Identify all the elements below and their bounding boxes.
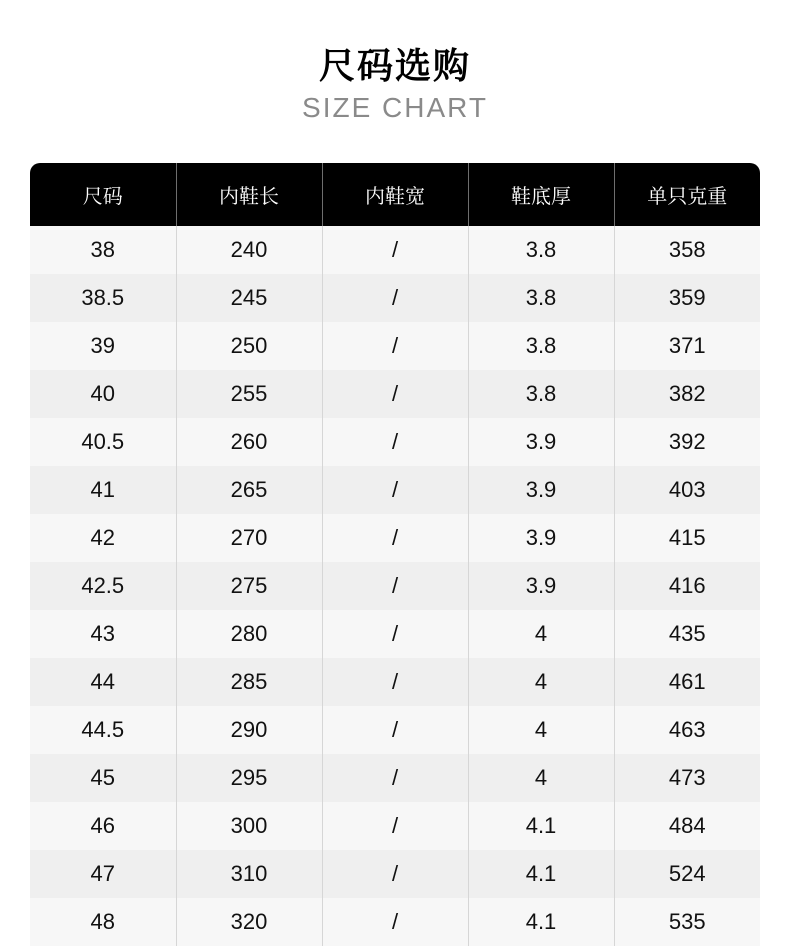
cell-inner-length: 240 [176, 226, 322, 274]
cell-size: 41 [30, 466, 176, 514]
cell-inner-length: 295 [176, 754, 322, 802]
cell-single-weight: 382 [614, 370, 760, 418]
cell-size: 40.5 [30, 418, 176, 466]
table-row [30, 274, 760, 322]
cell-inner-width: / [322, 514, 468, 562]
cell-sole-thickness: 4.1 [468, 802, 614, 850]
cell-sole-thickness: 3.9 [468, 418, 614, 466]
table-row [30, 370, 760, 418]
table-row [30, 514, 760, 562]
cell-size: 42 [30, 514, 176, 562]
cell-single-weight: 371 [614, 322, 760, 370]
cell-single-weight: 524 [614, 850, 760, 898]
cell-sole-thickness: 3.8 [468, 226, 614, 274]
table-body [30, 226, 760, 946]
cell-sole-thickness: 4.1 [468, 850, 614, 898]
size-chart-table [30, 163, 760, 946]
cell-inner-width: / [322, 802, 468, 850]
column-header-sole-thickness: 鞋底厚 [468, 163, 614, 226]
cell-inner-length: 290 [176, 706, 322, 754]
cell-inner-width: / [322, 610, 468, 658]
cell-inner-width: / [322, 322, 468, 370]
cell-inner-width: / [322, 898, 468, 946]
cell-sole-thickness: 4 [468, 610, 614, 658]
cell-inner-width: / [322, 466, 468, 514]
table-row [30, 226, 760, 274]
page-title: 尺码选购 [318, 46, 471, 87]
cell-single-weight: 435 [614, 610, 760, 658]
cell-inner-length: 310 [176, 850, 322, 898]
cell-inner-length: 300 [176, 802, 322, 850]
cell-inner-width: / [322, 562, 468, 610]
cell-inner-length: 260 [176, 418, 322, 466]
cell-inner-length: 270 [176, 514, 322, 562]
cell-inner-length: 250 [176, 322, 322, 370]
cell-inner-length: 265 [176, 466, 322, 514]
cell-sole-thickness: 3.9 [468, 466, 614, 514]
table-row [30, 418, 760, 466]
table-row [30, 610, 760, 658]
cell-sole-thickness: 4 [468, 754, 614, 802]
table-row [30, 850, 760, 898]
cell-inner-width: / [322, 706, 468, 754]
cell-size: 47 [30, 850, 176, 898]
table-header-row [30, 163, 760, 226]
cell-size: 44.5 [30, 706, 176, 754]
page-subtitle: SIZE CHART [302, 92, 488, 123]
cell-size: 46 [30, 802, 176, 850]
cell-single-weight: 415 [614, 514, 760, 562]
table-row [30, 562, 760, 610]
column-header-inner-width: 内鞋宽 [322, 163, 468, 226]
cell-single-weight: 358 [614, 226, 760, 274]
table-row [30, 706, 760, 754]
table-row [30, 898, 760, 946]
cell-single-weight: 535 [614, 898, 760, 946]
cell-single-weight: 416 [614, 562, 760, 610]
cell-single-weight: 403 [614, 466, 760, 514]
cell-inner-length: 285 [176, 658, 322, 706]
cell-single-weight: 463 [614, 706, 760, 754]
table-row [30, 754, 760, 802]
cell-inner-length: 245 [176, 274, 322, 322]
cell-inner-length: 275 [176, 562, 322, 610]
cell-single-weight: 392 [614, 418, 760, 466]
cell-sole-thickness: 3.8 [468, 370, 614, 418]
cell-size: 45 [30, 754, 176, 802]
column-header-inner-length: 内鞋长 [176, 163, 322, 226]
column-header-single-weight: 单只克重 [614, 163, 760, 226]
cell-size: 38.5 [30, 274, 176, 322]
cell-inner-width: / [322, 370, 468, 418]
column-header-size: 尺码 [30, 163, 176, 226]
cell-single-weight: 484 [614, 802, 760, 850]
cell-sole-thickness: 3.8 [468, 274, 614, 322]
cell-single-weight: 359 [614, 274, 760, 322]
cell-inner-width: / [322, 754, 468, 802]
cell-single-weight: 473 [614, 754, 760, 802]
cell-inner-length: 320 [176, 898, 322, 946]
table-row [30, 658, 760, 706]
cell-size: 42.5 [30, 562, 176, 610]
cell-size: 44 [30, 658, 176, 706]
cell-size: 40 [30, 370, 176, 418]
cell-inner-width: / [322, 418, 468, 466]
cell-inner-width: / [322, 658, 468, 706]
cell-sole-thickness: 4 [468, 706, 614, 754]
cell-sole-thickness: 3.9 [468, 514, 614, 562]
cell-size: 39 [30, 322, 176, 370]
table-row [30, 466, 760, 514]
cell-inner-length: 255 [176, 370, 322, 418]
table-row [30, 322, 760, 370]
cell-inner-length: 280 [176, 610, 322, 658]
cell-size: 43 [30, 610, 176, 658]
cell-inner-width: / [322, 850, 468, 898]
cell-sole-thickness: 3.8 [468, 322, 614, 370]
cell-sole-thickness: 3.9 [468, 562, 614, 610]
cell-sole-thickness: 4.1 [468, 898, 614, 946]
cell-single-weight: 461 [614, 658, 760, 706]
table-row [30, 802, 760, 850]
cell-size: 48 [30, 898, 176, 946]
cell-sole-thickness: 4 [468, 658, 614, 706]
cell-inner-width: / [322, 274, 468, 322]
cell-size: 38 [30, 226, 176, 274]
cell-inner-width: / [322, 226, 468, 274]
